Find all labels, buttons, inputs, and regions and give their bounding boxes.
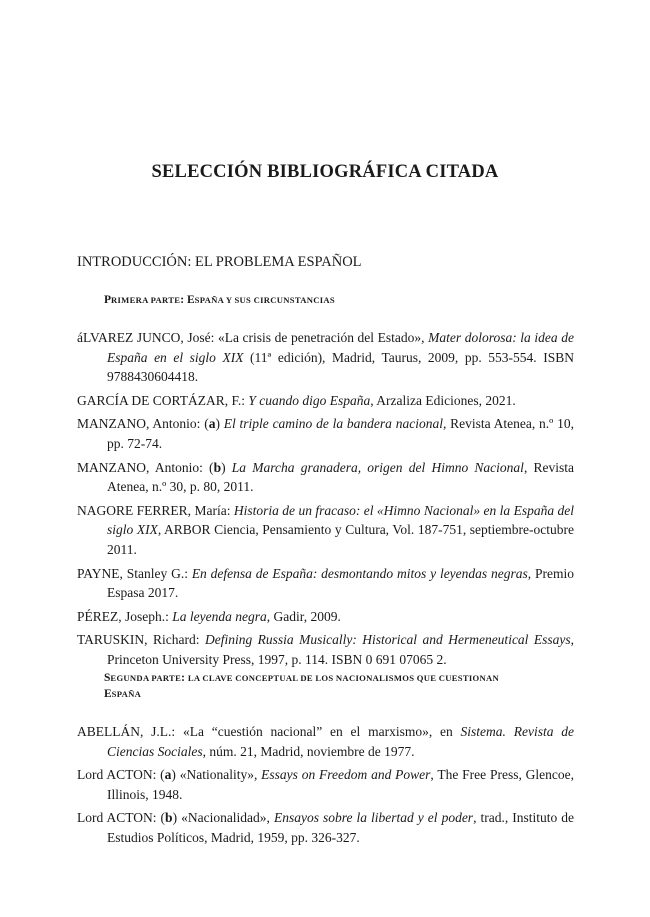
entry-text: , trad., Instituto de Estudios Políticos, Madrid, 1959, pp. 326-327. (107, 810, 575, 845)
heading-segment: SPAÑA Y SUS CIRCUNSTANCIAS (194, 295, 335, 305)
entry-text: , ARBOR Ciencia, Pensamiento y Cultura, Vol. 187-751, septiembre-octubre 2011. (107, 522, 574, 557)
entry-title-text: Ensayos sobre la libertad y el poder (273, 810, 474, 826)
entry-text: , Premio Espasa 2017. (107, 565, 574, 601)
heading-segment: E (104, 688, 112, 700)
entry-text: MANZANO, Antonio: ( (77, 459, 214, 475)
heading-segment: : E (180, 294, 195, 306)
entry-title-text: Y cuando digo España (248, 392, 371, 408)
entry-text: a (164, 767, 172, 783)
entry-text: PAYNE, Stanley G.: (77, 565, 192, 581)
entry-text: b (165, 810, 173, 826)
entry-title-text: En defensa de España: desmontando mitos y leyendas negras (191, 565, 528, 581)
heading-segment: SPAÑA (111, 689, 142, 699)
bibliography-entry (77, 808, 574, 847)
entry-text: ) «Nationality», (171, 767, 262, 783)
entry-text: , núm. 21, Madrid, noviembre de 1977. (202, 743, 415, 759)
entry-text: GARCÍA DE CORTÁZAR, F.: (77, 392, 249, 408)
entry-text: ABELLÁN, J.L.: «La “cuestión nacional” en el marxismo», en (77, 724, 461, 739)
entry-title-text: Historia de un fracaso: el «Himno Nacional» en la España del siglo XIX (107, 502, 574, 538)
entry-text: NAGORE FERRER, María: (77, 502, 234, 518)
intro-heading: INTRODUCCIÓN: EL PROBLEMA ESPAÑOL (77, 254, 362, 270)
entry-text: áLVAREZ JUNCO, José: «La crisis de penetración del Estado», (77, 330, 429, 345)
entry-text: , Revista Atenea, n.º 30, p. 80, 2011. (107, 459, 575, 495)
entry-text: ) «Nacionalidad», (172, 810, 274, 826)
entry-text: MANZANO, Antonio: ( (77, 416, 209, 432)
entry-title-text: Defining Russia Musically: Historical and Hermeneutical Essays (204, 632, 571, 648)
bibliography-entry (77, 414, 574, 453)
part-one-bibliography (77, 328, 574, 674)
entry-text: Lord ACTON: ( (77, 810, 166, 826)
entry-text: , Revista Atenea, n.º 10, pp. 72-74. (107, 416, 575, 451)
heading-segment: LA CLAVE CONCEPTUAL DE LOS NACIONALISMOS QUE CUESTIONAN (187, 673, 500, 683)
part-two-heading (104, 670, 504, 702)
bibliography-entry (77, 328, 574, 387)
entry-text: , Arzaliza Ediciones, 2021. (370, 392, 516, 408)
entry-title-text: La Marcha granadera, origen del Himno Nacional (231, 459, 524, 475)
part-one-heading (104, 292, 504, 308)
entry-text: a (208, 416, 216, 432)
heading-segment: S (104, 672, 111, 684)
bibliography-entry (77, 501, 574, 560)
entry-text: (11ª edición), Madrid, Taurus, 2009, pp. 553-554. ISBN 9788430604418. (107, 349, 574, 385)
bibliography-entry (77, 607, 574, 627)
entry-text: TARUSKIN, Richard: (77, 632, 205, 648)
entry-text: b (213, 459, 222, 475)
bibliography-entry (77, 630, 574, 669)
bibliography-entry (77, 458, 574, 497)
part-two-bibliography (77, 722, 574, 852)
bibliography-entry (77, 391, 574, 411)
bibliography-entry (77, 722, 574, 761)
entry-title-text: El triple camino de la bandera nacional (223, 416, 443, 432)
entry-title-text: Mater dolorosa: la idea de España en el siglo XIX (107, 330, 574, 365)
entry-text: , The Free Press, Glencoe, Illinois, 1948. (107, 767, 574, 802)
entry-text: Lord ACTON: ( (77, 767, 165, 783)
entry-text: ) (221, 459, 232, 475)
page-title: SELECCIÓN BIBLIOGRÁFICA CITADA (151, 162, 499, 182)
heading-segment: P (104, 294, 112, 306)
entry-title-text: Sistema. Revista de Ciencias Sociales (107, 724, 574, 759)
entry-title-text: Essays on Freedom and Power (261, 767, 431, 783)
entry-title-text: La leyenda negra (172, 608, 267, 624)
entry-text: , Gadir, 2009. (266, 608, 341, 624)
bibliography-entry (77, 564, 574, 603)
heading-segment: RIMERA PARTE (111, 295, 181, 305)
bibliography-entry (77, 765, 574, 804)
entry-text: , Princeton University Press, 1997, p. 114. ISBN 0 691 07065 2. (107, 632, 575, 667)
heading-segment: : (181, 672, 188, 684)
entry-text: ) (215, 416, 224, 432)
entry-text: PÉREZ, Joseph.: (77, 608, 173, 624)
heading-segment: EGUNDA PARTE (110, 673, 182, 683)
